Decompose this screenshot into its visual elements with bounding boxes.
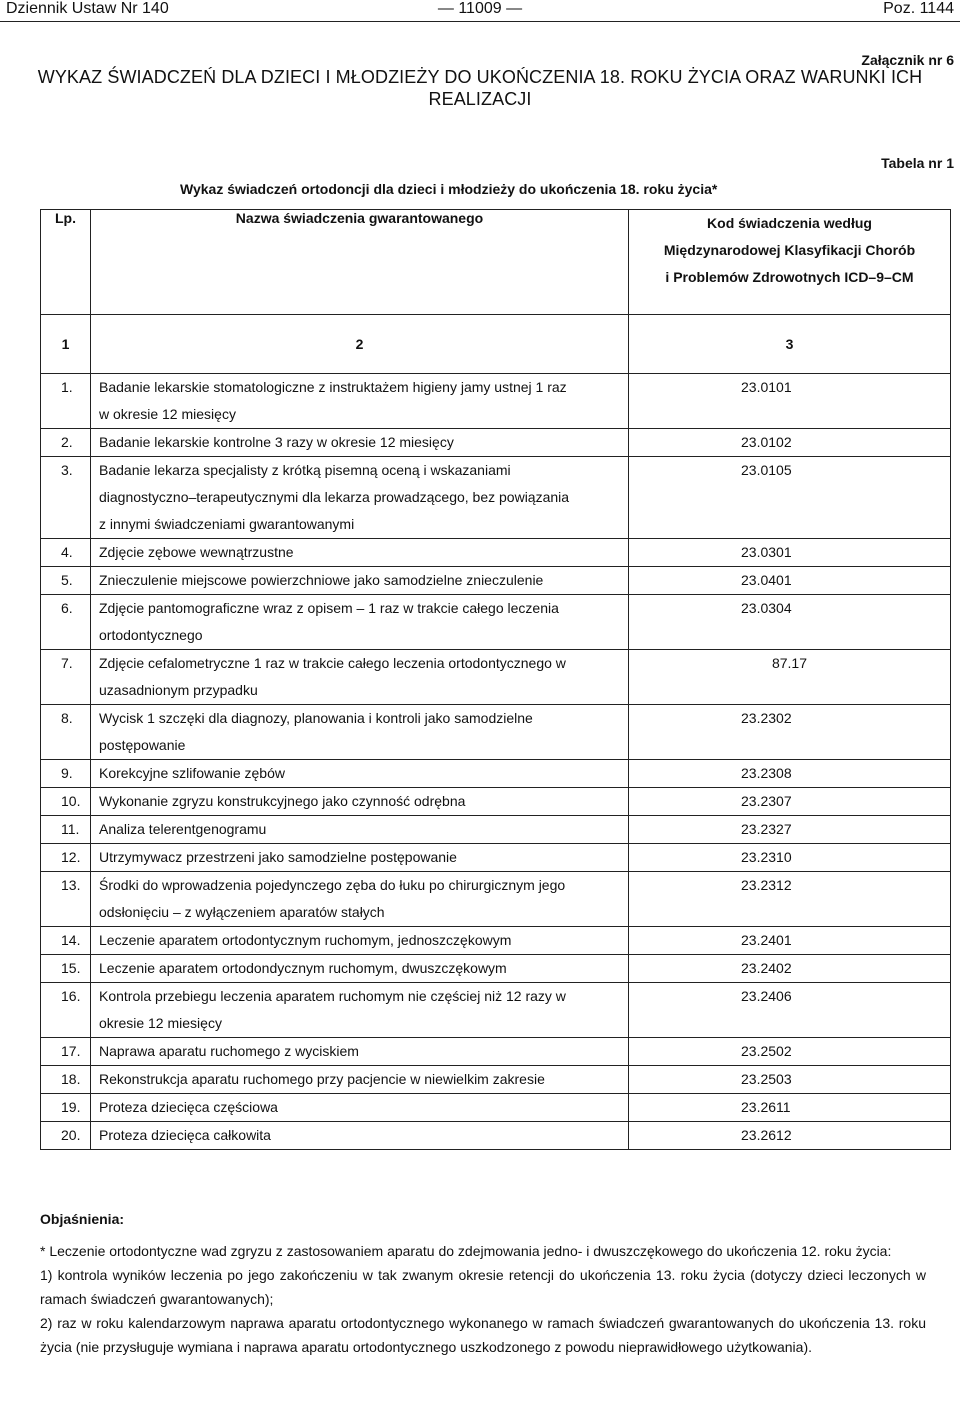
row-code [629,1038,951,1066]
table-row [41,539,951,567]
service-name-line: z innymi świadczeniami gwarantowanymi [99,516,355,532]
row-lp: 2. [41,429,91,457]
service-name-line: Badanie lekarskie kontrolne 3 razy w okresie 12 miesięcy [99,434,454,450]
service-name-line: Proteza dziecięca całkowita [99,1127,271,1143]
header-code [629,210,951,315]
icd-code: 23.2302 [741,710,792,726]
icd-code: 23.0401 [741,572,792,588]
service-name-line: Analiza telerentgenogramu [99,821,267,837]
icd-code: 23.2612 [741,1127,792,1143]
row-code [629,567,951,595]
header-code-line: Kod świadczenia według [707,215,872,231]
icd-code: 23.2307 [741,793,792,809]
row-code [629,955,951,983]
table-number: Tabela nr 1 [881,155,954,171]
service-name-line: diagnostyczno–terapeutycznymi dla lekarza prowadzącego, bez powiązania [99,489,570,505]
row-code [629,1066,951,1094]
icd-code: 23.2310 [741,849,792,865]
row-lp: 13. [41,872,91,927]
row-service-name [91,539,629,567]
position-number: Poz. 1144 [883,0,954,17]
page-header [0,0,960,22]
row-service-name [91,457,629,539]
header-rule [0,21,960,22]
service-name-line: uzasadnionym przypadku [99,682,258,698]
header-service-name: Nazwa świadczenia gwarantowanego [91,210,629,315]
service-name-line: w okresie 12 miesięcy [99,406,236,422]
column-number: 1 [41,315,91,374]
icd-code: 23.0101 [741,379,792,395]
row-code [629,844,951,872]
row-lp: 10. [41,788,91,816]
services-table [40,209,951,1150]
document-title: WYKAZ ŚWIADCZEŃ DLA DZIECI I MŁODZIEŻY DO UKOŃCZENIA 18. ROKU ŻYCIA ORAZ WARUNKI ICH REALIZACJI [37,67,923,109]
explanation-paragraph: * Leczenie ortodontyczne wad zgryzu z zastosowaniem aparatu do zdejmowania jedno- i dwuszczękowego do ukończenia 12. roku życia: [40,1243,892,1259]
row-lp: 11. [41,816,91,844]
icd-code: 23.2401 [741,932,792,948]
icd-code: 23.2308 [741,765,792,781]
service-name-line: Zdjęcie pantomograficzne wraz z opisem – 1 raz w trakcie całego leczenia [99,600,559,616]
row-code [629,374,951,429]
service-name-line: Leczenie aparatem ortodontycznym ruchomym, jednoszczękowym [99,932,512,948]
service-name-line: Wycisk 1 szczęki dla diagnozy, planowania i kontroli jako samodzielne [99,710,533,726]
icd-code: 23.2406 [741,988,792,1004]
row-code [629,760,951,788]
table-row [41,1122,951,1150]
service-name-line: Korekcyjne szlifowanie zębów [99,765,285,781]
row-service-name [91,927,629,955]
table-row [41,872,951,927]
row-service-name [91,788,629,816]
explanations [40,1211,926,1359]
row-service-name [91,1122,629,1150]
explanation-paragraph: 2) raz w roku kalendarzowym naprawa aparatu ortodontycznego wykonanego w ramach świadczeń gwarantowanych do ukończenia 13. roku życia (nie przysługuje wymiana i naprawa aparatu ortodontycznego uszkodzonego z powodu nieprawidłowego użytkowania). [40,1315,926,1355]
row-code [629,872,951,927]
row-service-name [91,760,629,788]
table-row [41,567,951,595]
table-row [41,788,951,816]
row-service-name [91,983,629,1038]
row-code [629,788,951,816]
row-lp: 17. [41,1038,91,1066]
icd-code: 23.2402 [741,960,792,976]
service-name-line: odsłonięciu – z wyłączeniem aparatów stałych [99,904,385,920]
row-code [629,1122,951,1150]
service-name-line: okresie 12 miesięcy [99,1015,222,1031]
service-name-line: Naprawa aparatu ruchomego z wyciskiem [99,1043,359,1059]
row-code [629,429,951,457]
row-lp: 6. [41,595,91,650]
row-service-name [91,429,629,457]
row-service-name [91,1038,629,1066]
row-service-name [91,374,629,429]
explanations-title: Objaśnienia: [40,1211,125,1227]
row-lp: 12. [41,844,91,872]
table-header-row [41,210,951,315]
icd-code: 23.2312 [741,877,792,893]
row-code [629,705,951,760]
row-code [629,650,951,705]
page-number: — 11009 — [437,0,523,17]
table-row [41,1094,951,1122]
header-code-line: Międzynarodowej Klasyfikacji Chorób [663,242,916,258]
header-code-line: i Problemów Zdrowotnych ICD–9–CM [665,269,914,285]
row-service-name [91,1066,629,1094]
row-lp: 7. [41,650,91,705]
table-row [41,1066,951,1094]
service-name-line: Wykonanie zgryzu konstrukcyjnego jako czynność odrębna [99,793,466,809]
row-code [629,816,951,844]
row-service-name [91,705,629,760]
row-service-name [91,567,629,595]
row-lp: 4. [41,539,91,567]
service-name-line: Znieczulenie miejscowe powierzchniowe jako samodzielne znieczulenie [99,572,544,588]
table-row [41,457,951,539]
row-code [629,1094,951,1122]
table-body [41,374,951,1150]
icd-code: 87.17 [771,655,808,671]
table-row [41,955,951,983]
icd-code: 23.2327 [741,821,792,837]
row-code [629,457,951,539]
table-row [41,595,951,650]
table-row [41,1038,951,1066]
icd-code: 23.2611 [741,1099,791,1115]
table-subtitle: Wykaz świadczeń ortodoncji dla dzieci i młodzieży do ukończenia 18. roku życia* [180,181,718,197]
row-code [629,595,951,650]
service-name-line: ortodontycznego [99,627,203,643]
service-name-line: Zdjęcie zębowe wewnątrzustne [99,544,294,560]
row-service-name [91,844,629,872]
service-name-line: Utrzymywacz przestrzeni jako samodzielne postępowanie [99,849,457,865]
service-name-line: Zdjęcie cefalometryczne 1 raz w trakcie całego leczenia ortodontycznego w [99,655,566,671]
service-name-line: postępowanie [99,737,186,753]
table-row [41,429,951,457]
row-code [629,927,951,955]
service-name-line: Kontrola przebiegu leczenia aparatem ruchomym nie częściej niż 12 razy w [99,988,566,1004]
column-number: 3 [629,315,951,374]
row-code [629,539,951,567]
header-lp: Lp. [41,210,91,315]
icd-code: 23.2503 [741,1071,792,1087]
service-name-line: Proteza dziecięca częściowa [99,1099,278,1115]
row-lp: 18. [41,1066,91,1094]
service-name-line: Środki do wprowadzenia pojedynczego zęba do łuku po chirurgicznym jego [99,877,566,893]
table-row [41,705,951,760]
icd-code: 23.0102 [741,434,792,450]
explanation-paragraph: 1) kontrola wyników leczenia po jego zakończeniu w tak zwanym okresie retencji do ukończenia 13. roku życia (dotyczy dzieci leczonych w ramach świadczeń gwarantowanych); [40,1267,926,1307]
column-number: 2 [91,315,629,374]
row-service-name [91,816,629,844]
journal-name: Dziennik Ustaw Nr 140 [6,0,169,17]
icd-code: 23.0105 [741,462,792,478]
row-service-name [91,595,629,650]
row-lp: 19. [41,1094,91,1122]
table-row [41,983,951,1038]
row-lp: 20. [41,1122,91,1150]
icd-code: 23.0304 [741,600,792,616]
service-name-line: Rekonstrukcja aparatu ruchomego przy pacjencie w niewielkim zakresie [99,1071,545,1087]
row-code [629,983,951,1038]
table-row [41,760,951,788]
row-lp: 1. [41,374,91,429]
table-row [41,927,951,955]
row-lp: 9. [41,760,91,788]
row-lp: 5. [41,567,91,595]
icd-code: 23.0301 [741,544,792,560]
row-service-name [91,955,629,983]
row-lp: 14. [41,927,91,955]
table-row [41,374,951,429]
column-number-row [41,315,951,374]
row-lp: 3. [41,457,91,539]
icd-code: 23.2502 [741,1043,792,1059]
table-row [41,844,951,872]
row-service-name [91,1094,629,1122]
annex-label: Załącznik nr 6 [861,52,954,68]
service-name-line: Badanie lekarza specjalisty z krótką pisemną oceną i wskazaniami [99,462,511,478]
row-lp: 8. [41,705,91,760]
row-service-name [91,872,629,927]
row-lp: 15. [41,955,91,983]
service-name-line: Leczenie aparatem ortodondycznym ruchomym, dwuszczękowym [99,960,507,976]
row-service-name [91,650,629,705]
row-lp: 16. [41,983,91,1038]
table-row [41,816,951,844]
service-name-line: Badanie lekarskie stomatologiczne z instruktażem higieny jamy ustnej 1 raz [99,379,567,395]
table-row [41,650,951,705]
